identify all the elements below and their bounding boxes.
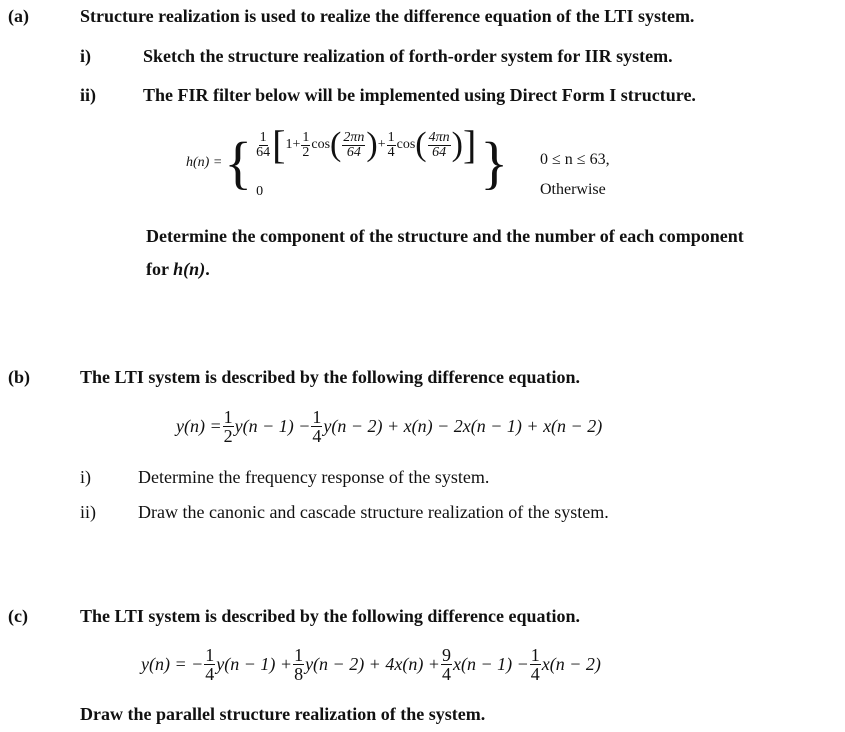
eq-c-term-2: y(n − 2) + 4x(n) + (305, 653, 440, 674)
part-c-task: Draw the parallel structure realization of the system. (80, 704, 486, 724)
eq-b-term-2: y(n − 2) + x(n) − 2x(n − 1) + x(n − 2) (323, 415, 603, 436)
eq-a-cos2: cos (396, 137, 416, 152)
part-c-intro: The LTI system is described by the following difference equation. (80, 606, 581, 626)
eq-a-open-paren-2: ( (415, 126, 427, 163)
part-b-item-ii-roman: ii) (80, 502, 96, 522)
part-b-equation (176, 398, 602, 454)
part-a-task-line2: for h(n). (146, 259, 210, 279)
eq-a-open-bracket: [ (272, 122, 286, 167)
eq-b-term-1: y(n − 1) − (234, 415, 311, 436)
part-a-task-var: h(n) (173, 259, 206, 279)
eq-a-cos1: cos (311, 137, 331, 152)
part-a-item-i-text: Sketch the structure realization of forth-order system for IIR system. (143, 46, 673, 66)
eq-a-case-1 (254, 120, 476, 170)
eq-a-one-plus: 1+ (285, 137, 301, 152)
eq-a-frac-outer: $\frac{1}{64}$ (256, 129, 271, 160)
eq-a-left-brace: { (224, 130, 253, 195)
eq-c-lhs: y(n) = − (141, 653, 204, 674)
eq-b-frac-1: $\frac{1}{2}$ (223, 406, 233, 446)
eq-a-open-paren-1: ( (330, 126, 342, 163)
part-b-item-i-text: Determine the frequency response of the system. (138, 467, 490, 487)
eq-a-arg1: $\frac{2\pi n}{64}$ (343, 129, 365, 160)
eq-a-zero: 0 (256, 184, 264, 199)
eq-c-term-3: x(n − 1) − (452, 653, 529, 674)
eq-a-frac-quarter: $\frac{1}{4}$ (387, 129, 395, 160)
eq-a-plus: + (377, 137, 386, 152)
part-a-task-line1: Determine the component of the structure and the number of each component (146, 226, 744, 246)
eq-a-condition-2: Otherwise (540, 181, 606, 198)
eq-a-right-brace: } (480, 130, 509, 195)
eq-a-close-bracket: ] (462, 122, 477, 167)
part-a-label: (a) (8, 6, 29, 26)
eq-a-case-2 (254, 184, 476, 206)
eq-b-lhs: y(n) = (176, 415, 222, 436)
part-a-item-ii-text: The FIR filter below will be implemented using Direct Form I structure. (143, 85, 696, 105)
eq-a-condition-1: 0 ≤ n ≤ 63, (540, 151, 610, 168)
impulse-response-equation (186, 118, 508, 208)
part-c-equation (141, 636, 601, 692)
eq-c-frac-2: $\frac{1}{8}$ (294, 644, 304, 684)
part-b-item-ii-text: Draw the canonic and cascade structure realization of the system. (138, 502, 609, 522)
eq-c-term-4: x(n − 2) (541, 653, 601, 674)
eq-c-frac-1: $\frac{1}{4}$ (205, 644, 215, 684)
part-c-label: (c) (8, 606, 28, 626)
eq-c-frac-4: $\frac{1}{4}$ (530, 644, 540, 684)
part-a-intro: Structure realization is used to realize the difference equation of the LTI system. (80, 6, 695, 26)
part-b-intro: The LTI system is described by the following difference equation. (80, 367, 581, 387)
part-a-item-ii-roman: ii) (80, 85, 96, 105)
eq-a-cases (254, 120, 476, 206)
eq-c-frac-3: $\frac{9}{4}$ (441, 644, 451, 684)
eq-a-lhs: h(n) = (186, 155, 223, 170)
eq-c-term-1: y(n − 1) + (216, 653, 293, 674)
eq-b-frac-2: $\frac{1}{4}$ (312, 406, 322, 446)
part-a-item-i-roman: i) (80, 46, 91, 66)
part-b-item-i-roman: i) (80, 467, 91, 487)
eq-a-arg2: $\frac{4\pi n}{64}$ (428, 129, 450, 160)
part-b-label: (b) (8, 367, 30, 387)
eq-a-frac-half: $\frac{1}{2}$ (302, 129, 310, 160)
eq-a-close-paren-2: ) (451, 126, 463, 163)
eq-a-close-paren-1: ) (366, 126, 378, 163)
